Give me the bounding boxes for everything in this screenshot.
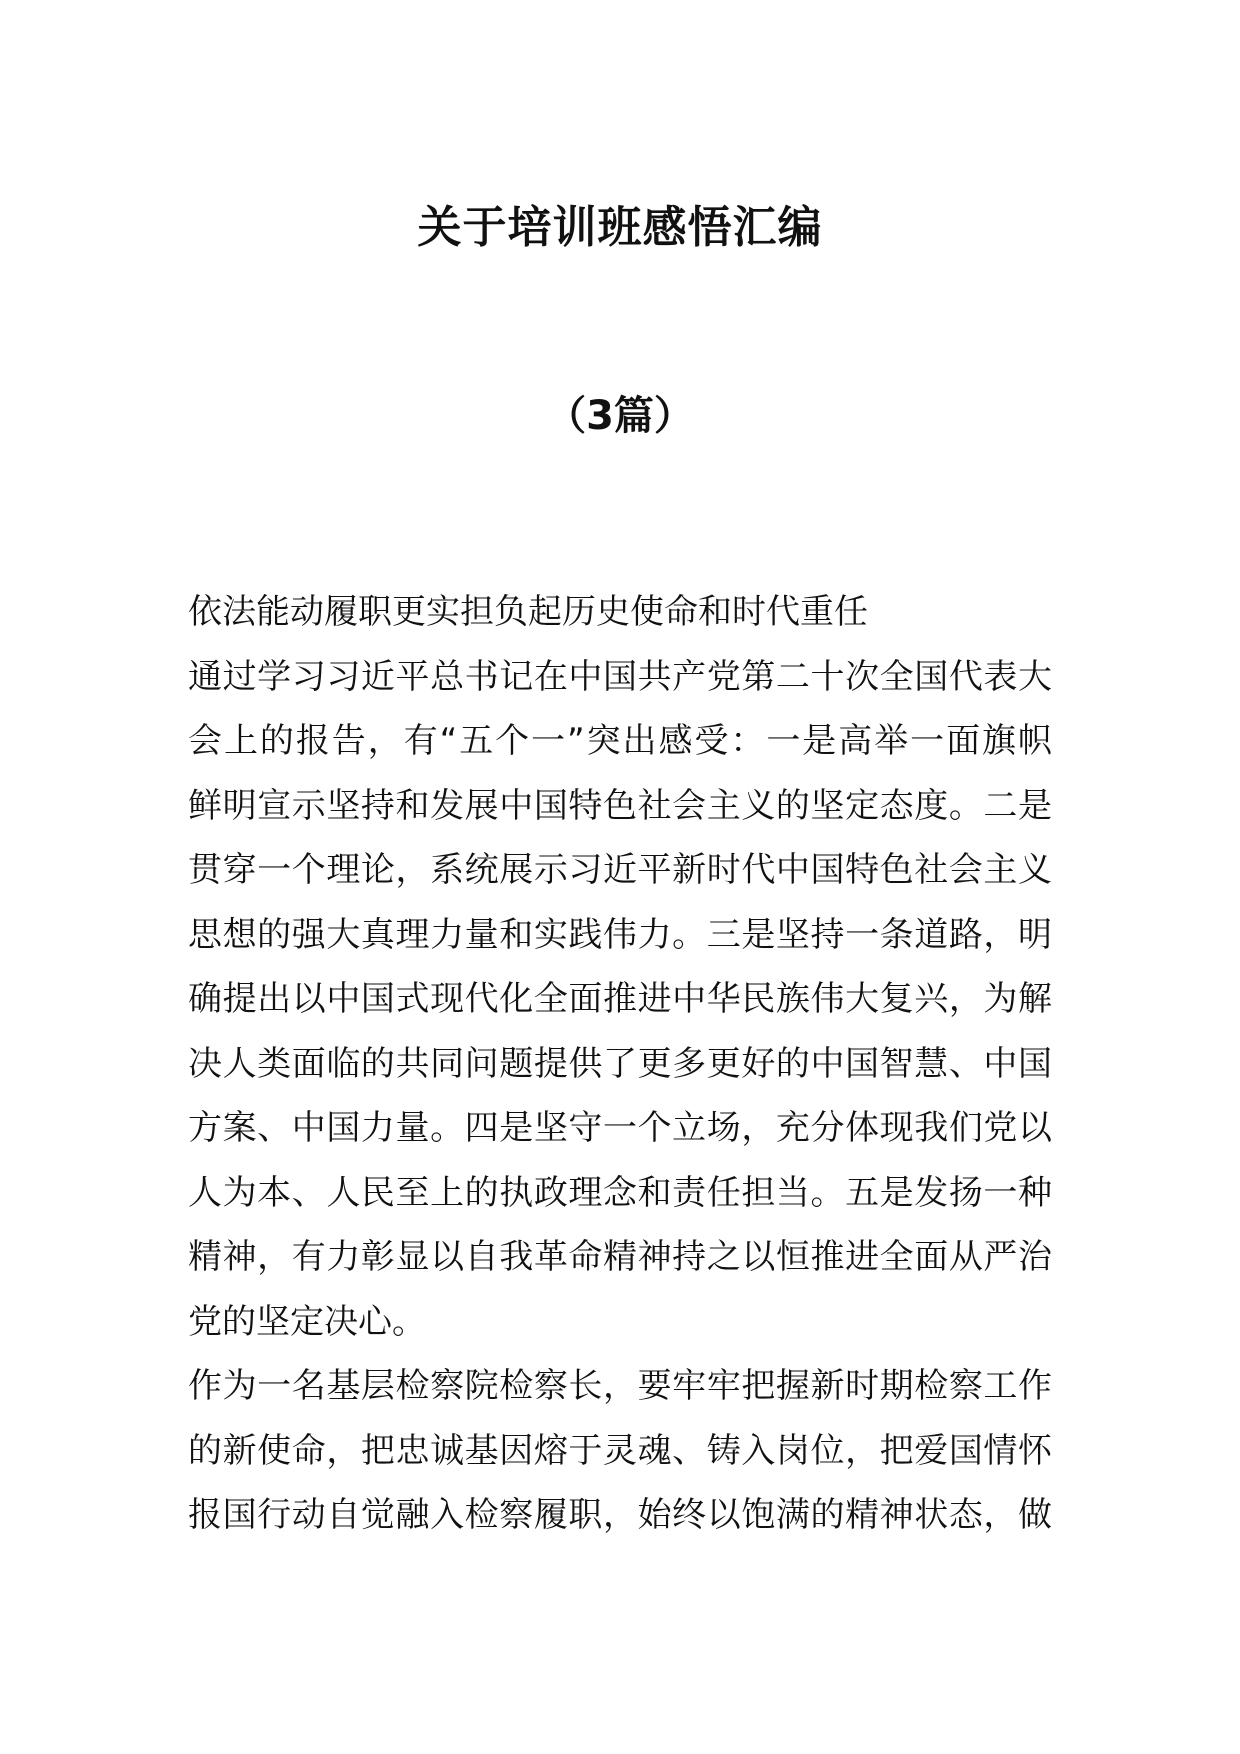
paragraph-line: 人为本、人民至上的执政理念和责任担当。五是发扬一种 [188,1172,1052,1213]
paragraph-line: 的新使命，把忠诚基因熔于灵魂、铸入岗位，把爱国情怀 [188,1430,1052,1471]
paragraph-line: 会上的报告，有“五个一”突出感受：一是高举一面旗帜 [188,721,1052,761]
paragraph-line: 报国行动自觉融入检察履职，始终以饱满的精神状态，做 [188,1495,1052,1535]
paragraph-line: 作为一名基层检察院检察长，要牢牢把握新时期检察工作 [188,1366,1052,1406]
paragraph-line: 决人类面临的共同问题提供了更多更好的中国智慧、中国 [188,1043,1052,1084]
paragraph-2 [188,1354,1052,1548]
paragraph-line: 思想的强大真理力量和实践伟力。三是坚持一条道路，明 [188,914,1052,955]
document-title: 关于培训班感悟汇编 [417,202,823,253]
paragraph-line: 确提出以中国式现代化全面推进中华民族伟大复兴，为解 [188,979,1052,1019]
paragraph-line: 鲜明宣示坚持和发展中国特色社会主义的坚定态度。二是 [188,785,1052,826]
paragraph-line: 贯穿一个理论，系统展示习近平新时代中国特色社会主义 [188,850,1052,890]
document-subtitle: （3篇） [546,393,694,439]
paragraph-line: 方案、中国力量。四是坚守一个立场，充分体现我们党以 [188,1108,1052,1148]
section-heading-text: 依法能动履职更实担负起历史使命和时代重任 [188,592,868,632]
paragraph-1 [188,645,1052,1355]
section-heading [188,580,1052,645]
paragraph-line: 党的坚定决心。 [188,1301,426,1342]
paragraph-line: 精神，有力彰显以自我革命精神持之以恒推进全面从严治 [188,1237,1052,1277]
paragraph-line: 通过学习习近平总书记在中国共产党第二十次全国代表大 [188,656,1052,697]
document-body [188,580,1052,1548]
